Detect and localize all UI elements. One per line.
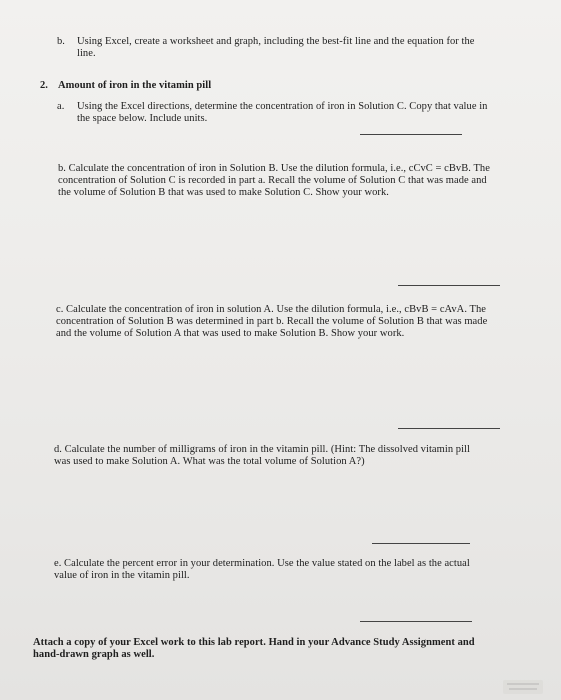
question-a-text xyxy=(77,101,487,125)
text-line: b. Calculate the concentration of iron in Solution B. Use the dilution formula, i.e., cCvC = cBvB. The xyxy=(58,163,490,174)
question-e-text xyxy=(54,558,470,582)
text-line: Using Excel, create a worksheet and graph, including the best-fit line and the equation for the xyxy=(77,36,475,47)
text-line: e. Calculate the percent error in your determination. Use the value stated on the label as the actual xyxy=(54,558,470,569)
question-d-text xyxy=(54,444,470,468)
answer-line-a[interactable] xyxy=(360,134,462,135)
section-2-number: 2. xyxy=(40,80,48,91)
item-b-excel-text xyxy=(77,36,475,60)
text-line: concentration of Solution C is recorded in part a. Recall the volume of Solution C that was made and xyxy=(58,175,487,186)
answer-line-d[interactable] xyxy=(372,543,470,544)
text-line: and the volume of Solution A that was used to make Solution B. Show your work. xyxy=(56,328,405,339)
text-line: the volume of Solution B that was used to make Solution C. Show your work. xyxy=(58,187,389,198)
text-line: d. Calculate the number of milligrams of iron in the vitamin pill. (Hint: The dissolved vitamin pill xyxy=(54,444,470,455)
question-b-text xyxy=(58,163,490,199)
corner-watermark xyxy=(503,680,543,694)
answer-line-e[interactable] xyxy=(360,621,472,622)
section-2-title: Amount of iron in the vitamin pill xyxy=(58,80,212,91)
answer-line-b[interactable] xyxy=(398,285,500,286)
text-line: c. Calculate the concentration of iron in solution A. Use the dilution formula, i.e., cBvB = cAvA. The xyxy=(56,304,486,315)
text-line: Using the Excel directions, determine the concentration of iron in Solution C. Copy that value in xyxy=(77,101,488,112)
text-line: line. xyxy=(77,48,96,59)
footer-instructions xyxy=(33,637,475,661)
answer-line-c[interactable] xyxy=(398,428,500,429)
question-c-text xyxy=(56,304,487,340)
text-line: concentration of Solution B was determined in part b. Recall the volume of Solution B that was made xyxy=(56,316,488,327)
text-line: was used to make Solution A. What was the total volume of Solution A?) xyxy=(54,456,365,467)
text-line: the space below. Include units. xyxy=(77,113,208,124)
item-b-excel-label: b. xyxy=(57,36,65,47)
text-line: Attach a copy of your Excel work to this lab report. Hand in your Advance Study Assignment and xyxy=(33,637,475,648)
text-line: value of iron in the vitamin pill. xyxy=(54,570,190,581)
question-a-label: a. xyxy=(57,101,65,112)
text-line: hand-drawn graph as well. xyxy=(33,649,155,660)
